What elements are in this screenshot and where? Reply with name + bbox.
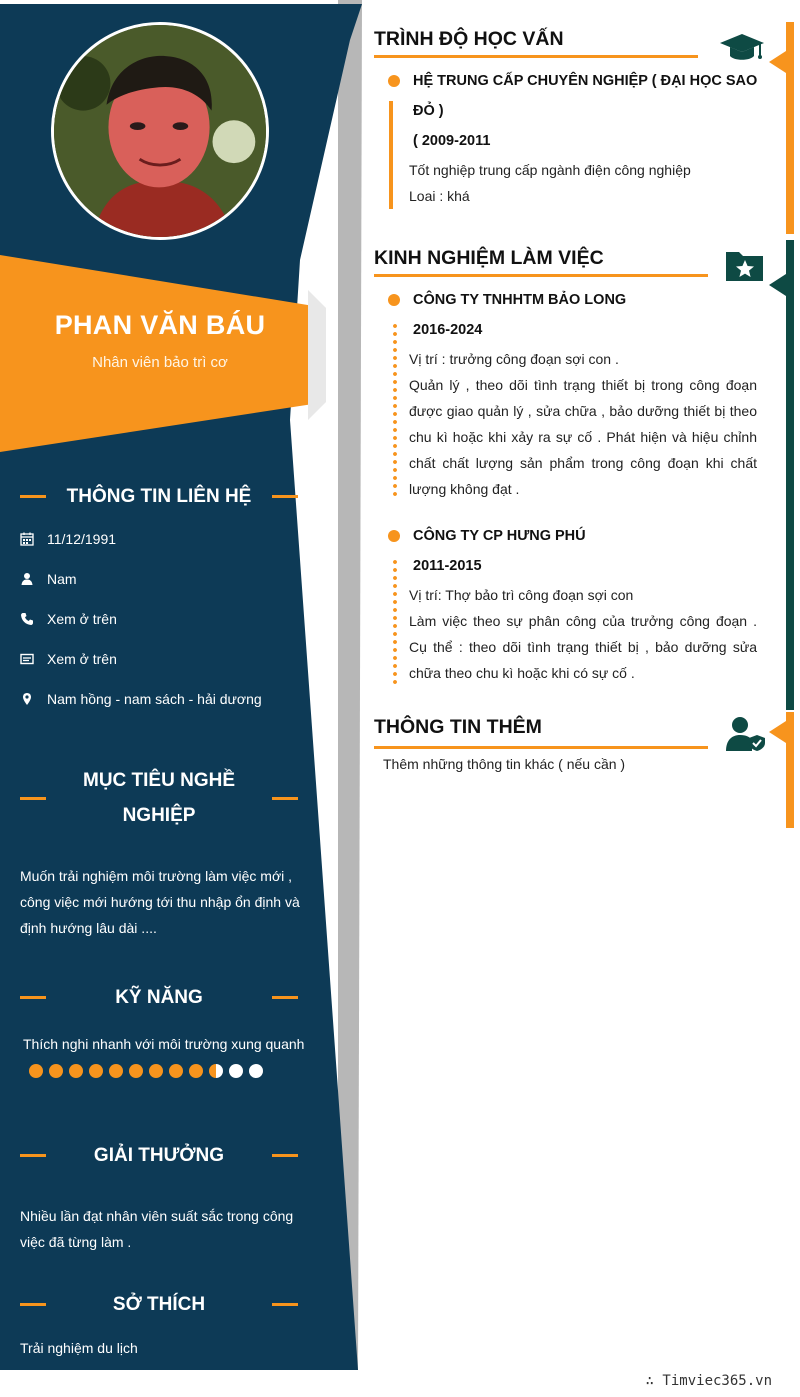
edge-bar-experience	[786, 240, 794, 710]
skills-heading-text: KỸ NĂNG	[115, 987, 203, 1008]
heading-dash	[20, 1154, 46, 1157]
edge-arrow-education	[769, 51, 786, 73]
watermark	[646, 1373, 772, 1389]
job-bullet	[388, 530, 400, 542]
job-period: 2011-2015	[413, 558, 482, 574]
phone-icon	[20, 611, 47, 627]
contact-address	[20, 691, 262, 707]
candidate-name: PHAN VĂN BÁU	[54, 310, 266, 340]
job-company: CÔNG TY TNHHTM BẢO LONG	[413, 292, 627, 308]
education-bullet	[388, 75, 400, 87]
skill-dot	[89, 1064, 103, 1078]
awards-heading-text: GIẢI THƯỞNG	[93, 1145, 225, 1166]
hobbies-heading	[20, 1287, 298, 1322]
skills-heading	[20, 980, 298, 1015]
job-timeline	[393, 558, 397, 686]
heading-dash	[272, 1303, 298, 1306]
watermark-text: Timviec365.vn	[662, 1373, 772, 1389]
job-description: Quản lý , theo dõi tình trạng thiết bị trong công đoạn được giao quản lý , sửa chữa , bảo dưỡng thiết bị theo chu kì hoặc khi xảy ra sự cố . Phát hiện và hiệu chỉnh chất chất lượng sản phẩm trong công đoạn khi chất lượng không đạt .	[409, 377, 757, 497]
education-heading: TRÌNH ĐỘ HỌC VẤN	[374, 28, 564, 50]
contact-email	[20, 651, 117, 667]
graduation-cap-icon	[720, 32, 764, 69]
heading-dash	[272, 495, 298, 498]
hobbies-text: Trải nghiệm du lịch	[20, 1340, 138, 1356]
job-position: Vị trí: Thợ bảo trì công đoạn sợi con	[409, 587, 634, 603]
awards-heading	[20, 1138, 298, 1173]
objective-heading	[20, 763, 298, 833]
additional-underline	[374, 746, 708, 749]
awards-text: Nhiều lần đạt nhân viên suất sắc trong công việc đã từng làm .	[20, 1208, 294, 1250]
education-detail-2: Loai : khá	[409, 188, 470, 204]
edge-arrow-experience	[769, 274, 786, 296]
contact-phone	[20, 611, 117, 627]
email-value: Xem ở trên	[47, 651, 117, 667]
hobbies-heading-text: SỞ THÍCH	[112, 1294, 206, 1315]
phone-value: Xem ở trên	[47, 611, 117, 627]
school-name-line1: HỆ TRUNG CẤP CHUYÊN NGHIỆP ( ĐẠI HỌC SAO	[413, 73, 758, 89]
skill-dot	[129, 1064, 143, 1078]
job-bullet	[388, 294, 400, 306]
skill-dot	[149, 1064, 163, 1078]
heading-dash	[20, 797, 46, 800]
heading-dash	[272, 996, 298, 999]
contact-birthday	[20, 531, 116, 547]
person-icon	[20, 571, 47, 587]
avatar	[51, 22, 269, 240]
calendar-icon	[20, 531, 47, 547]
folder-star-icon	[725, 248, 765, 287]
birthday-value: 11/12/1991	[47, 531, 117, 547]
heading-dash	[272, 797, 298, 800]
heading-dash	[20, 1303, 46, 1306]
contact-gender	[20, 571, 77, 587]
experience-underline	[374, 274, 708, 277]
skill-dot	[249, 1064, 263, 1078]
job-description: Làm việc theo sự phân công của trưởng công đoạn . Cụ thể : theo dõi tình trạng thiết bị , bảo dưỡng sửa chữa theo chu kì hoặc khi có sự cố .	[409, 613, 757, 681]
user-check-icon	[726, 716, 766, 757]
skill-dot	[189, 1064, 203, 1078]
skill-dot	[69, 1064, 83, 1078]
education-period: ( 2009-2011	[413, 133, 491, 149]
heading-dash	[20, 495, 46, 498]
contact-heading	[20, 479, 298, 514]
objective-heading-line1: MỤC TIÊU NGHỀ	[83, 770, 235, 791]
education-detail-1: Tốt nghiệp trung cấp ngành điện công nghiệp	[409, 162, 691, 178]
additional-heading: THÔNG TIN THÊM	[374, 716, 542, 738]
edge-arrow-additional	[769, 721, 786, 743]
edge-bar-additional	[786, 712, 794, 828]
experience-heading: KINH NGHIỆM LÀM VIỆC	[374, 247, 604, 269]
job-period: 2016-2024	[413, 322, 483, 338]
address-value: Nam hồng - nam sách - hải dương	[47, 691, 262, 707]
envelope-icon	[20, 651, 47, 667]
additional-text: Thêm những thông tin khác ( nếu cần )	[383, 756, 626, 772]
skill-dot	[169, 1064, 183, 1078]
school-name-line2: ĐỎ )	[413, 103, 444, 119]
education-underline	[374, 55, 698, 58]
skill-dot	[49, 1064, 63, 1078]
heading-dash	[20, 996, 46, 999]
skill-dot	[109, 1064, 123, 1078]
job-title: Nhân viên bảo trì cơ	[92, 354, 228, 371]
location-pin-icon	[20, 691, 47, 707]
job-timeline	[393, 322, 397, 498]
education-timeline	[389, 101, 393, 209]
job-company: CÔNG TY CP HƯNG PHÚ	[413, 528, 586, 544]
skill-name: Thích nghi nhanh với môi trường xung quanh	[23, 1036, 305, 1052]
gender-value: Nam	[47, 571, 77, 587]
skill-dot	[209, 1064, 223, 1078]
objective-text: Muốn trải nghiệm môi trường làm việc mới , công việc mới hướng tới thu nhập ổn định và định hướng lâu dài ....	[20, 868, 300, 936]
skill-dot	[229, 1064, 243, 1078]
objective-heading-text	[46, 763, 272, 833]
skill-rating	[29, 1064, 263, 1078]
objective-heading-line2: NGHIỆP	[122, 805, 196, 826]
contact-heading-text: THÔNG TIN LIÊN HỆ	[66, 486, 252, 507]
edge-bar-education	[786, 22, 794, 234]
watermark-logo-icon: ∴	[645, 1373, 654, 1389]
skill-dot	[29, 1064, 43, 1078]
heading-dash	[272, 1154, 298, 1157]
job-position: Vị trí : trưởng công đoạn sợi con .	[409, 351, 619, 367]
